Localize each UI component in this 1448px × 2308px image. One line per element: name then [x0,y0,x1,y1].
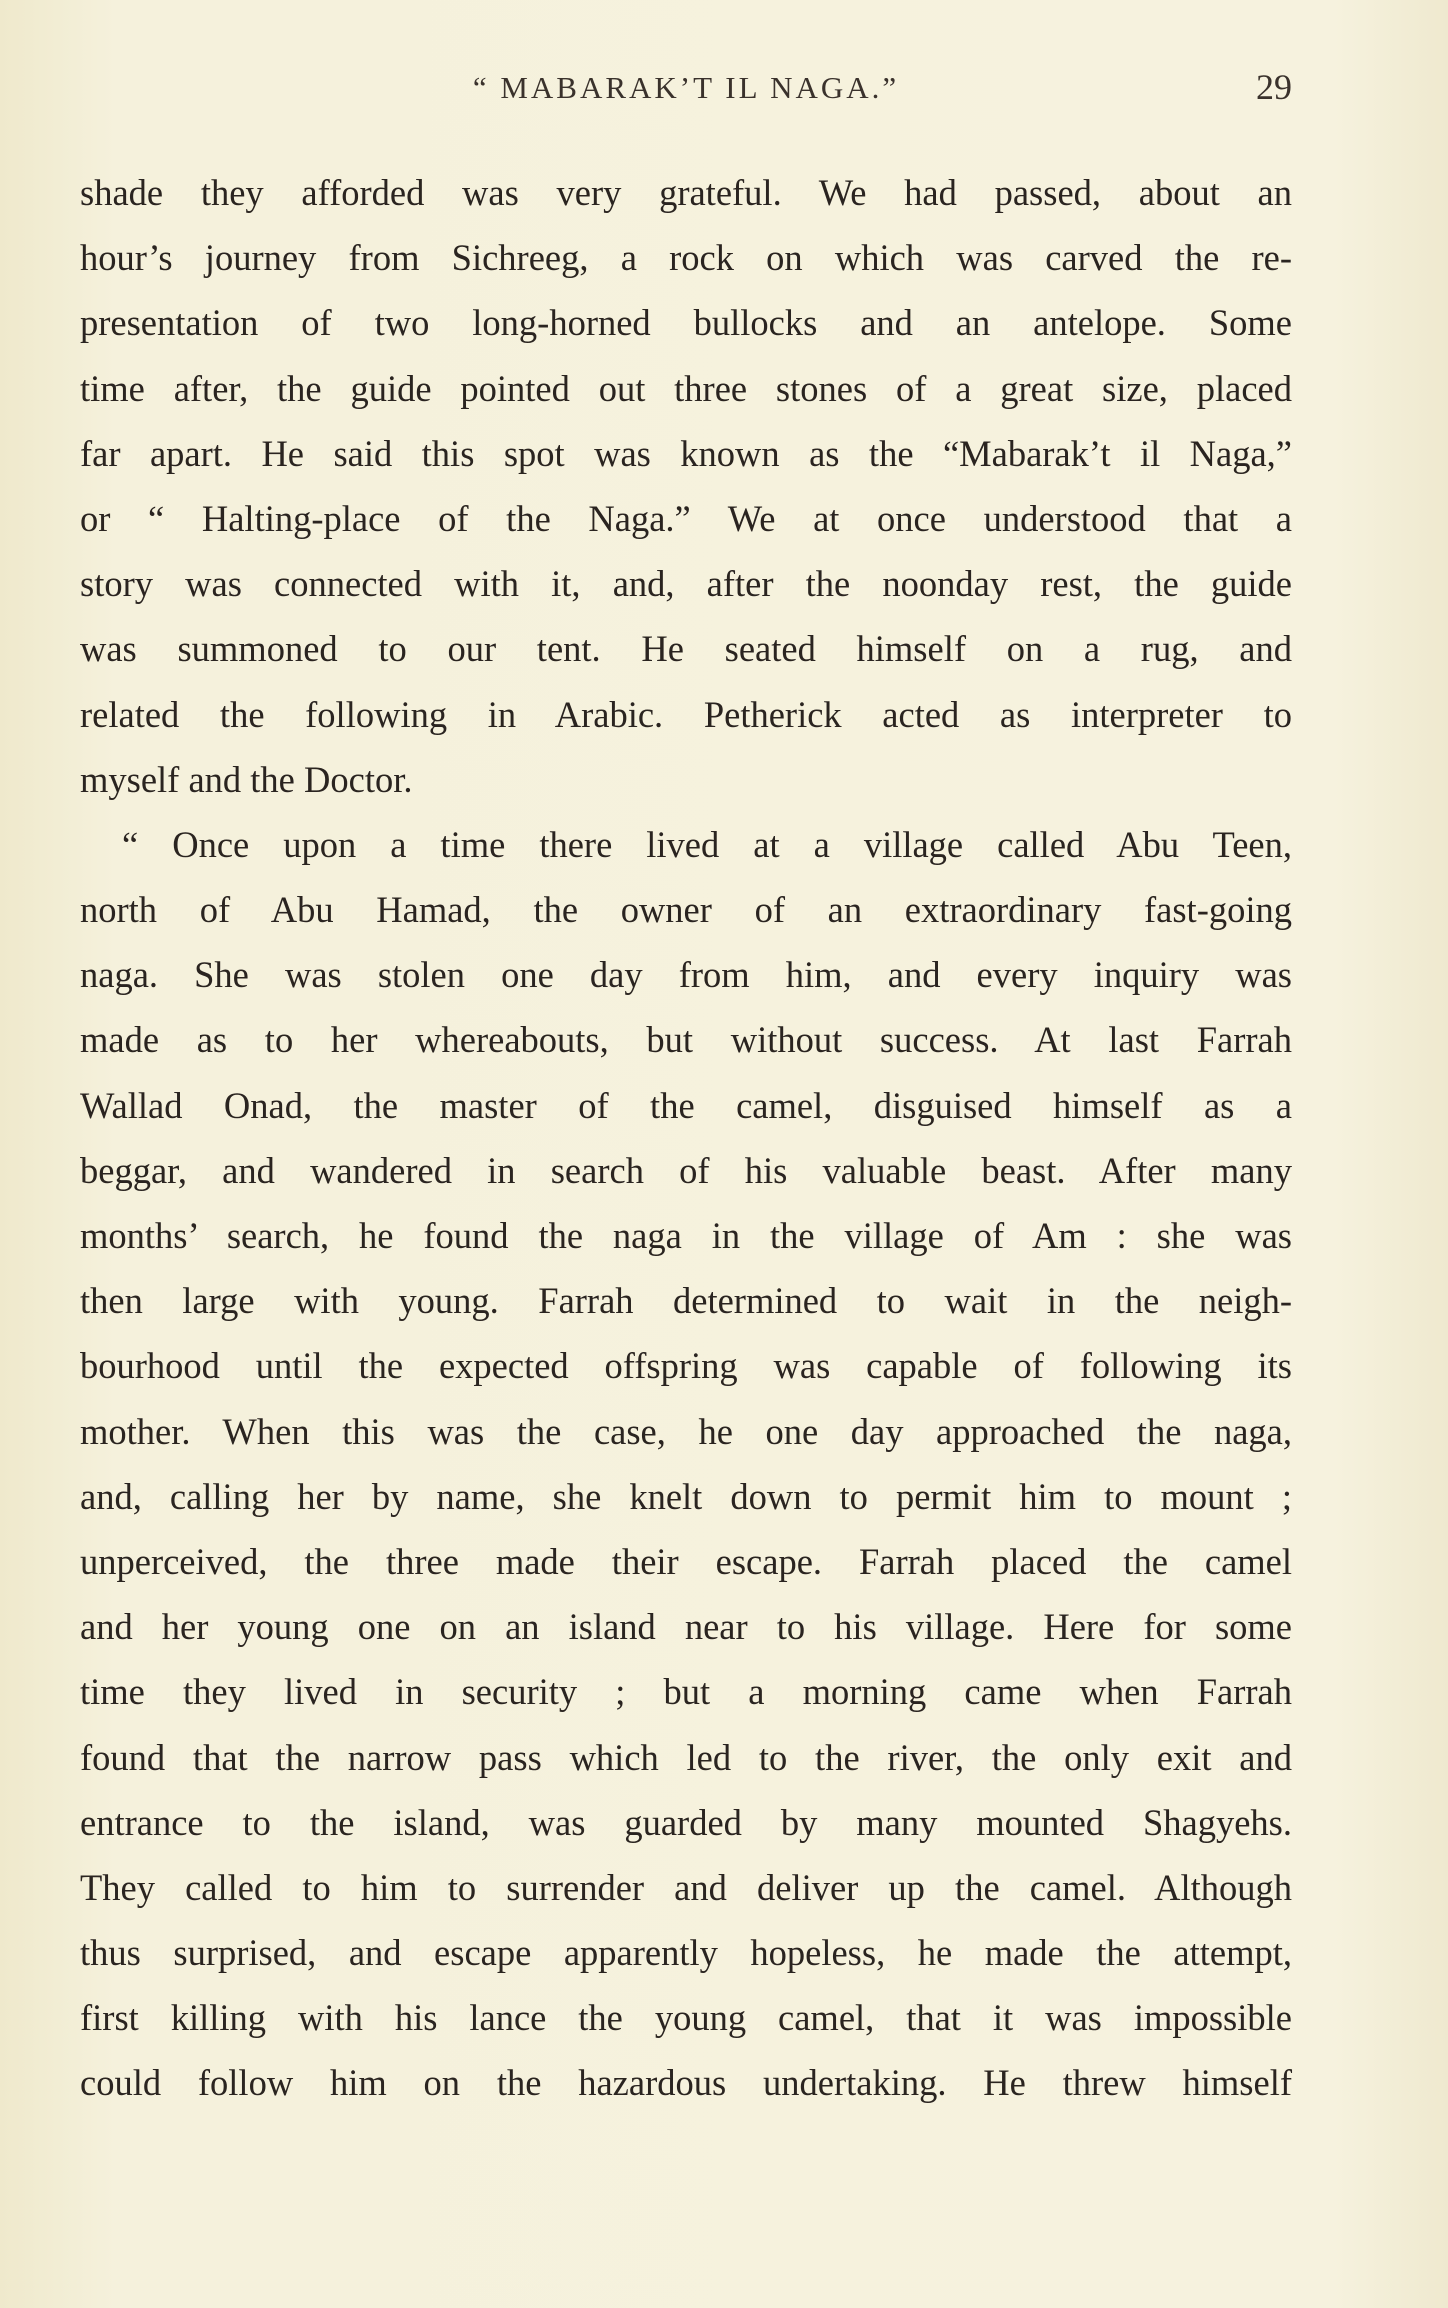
text-line: made as to her whereabouts, but without success. At last Farrah [80,1019,1292,1061]
text-line: related the following in Arabic. Petherick acted as interpreter to [80,693,1292,735]
text-line: presentation of two long-horned bullocks and an antelope. Some [80,302,1292,344]
text-line: north of Abu Hamad, the owner of an extraordinary fast-going [80,889,1292,931]
text-line: beggar, and wandered in search of his valuable beast. After many [80,1149,1292,1191]
text-line: entrance to the island, was guarded by many mounted Shagyehs. [80,1801,1292,1843]
page-number: 29 [1256,67,1292,107]
text-line: months’ search, he found the naga in the village of Am : she was [80,1215,1292,1256]
text-line: far apart. He said this spot was known as the “Mabarak’t il Naga,” [80,432,1292,474]
text-line: then large with young. Farrah determined to wait in the neigh- [80,1280,1292,1322]
running-title: “ MABARAK’T IL NAGA.” [472,70,900,105]
text-line: time after, the guide pointed out three stones of a great size, placed [80,367,1292,409]
body-text [80,160,1292,2116]
text-line: They called to him to surrender and deliver up the camel. Although [80,1866,1292,1908]
text-line: naga. She was stolen one day from him, and every inquiry was [80,954,1292,996]
text-line: found that the narrow pass which led to the river, the only exit and [80,1736,1292,1778]
text-line: thus surprised, and escape apparently hopeless, he made the attempt, [80,1932,1292,1974]
text-line: myself and the Doctor. [80,758,413,800]
text-line: story was connected with it, and, after the noonday rest, the guide [80,563,1292,605]
text-line: shade they afforded was very grateful. We had passed, about an [80,172,1292,213]
text-line: hour’s journey from Sichreeg, a rock on which was carved the re- [80,237,1292,279]
text-line: “ Once upon a time there lived at a village called Abu Teen, [122,823,1292,865]
text-line: mother. When this was the case, he one day approached the naga, [80,1410,1292,1452]
text-line: bourhood until the expected offspring was capable of following its [80,1345,1292,1387]
text-line: and her young one on an island near to his village. Here for some [80,1606,1292,1648]
running-head [80,64,1292,114]
text-line: and, calling her by name, she knelt down to permit him to mount ; [80,1475,1292,1517]
text-line: unperceived, the three made their escape. Farrah placed the camel [80,1540,1292,1582]
text-line: or “ Halting-place of the Naga.” We at once understood that a [80,497,1292,539]
text-line: could follow him on the hazardous undertaking. He threw himself [80,2062,1292,2104]
text-line: Wallad Onad, the master of the camel, disguised himself as a [80,1084,1292,1126]
text-line: first killing with his lance the young camel, that it was impossible [80,1997,1292,2039]
text-line: was summoned to our tent. He seated himself on a rug, and [80,628,1292,670]
text-line: time they lived in security ; but a morning came when Farrah [80,1671,1292,1713]
